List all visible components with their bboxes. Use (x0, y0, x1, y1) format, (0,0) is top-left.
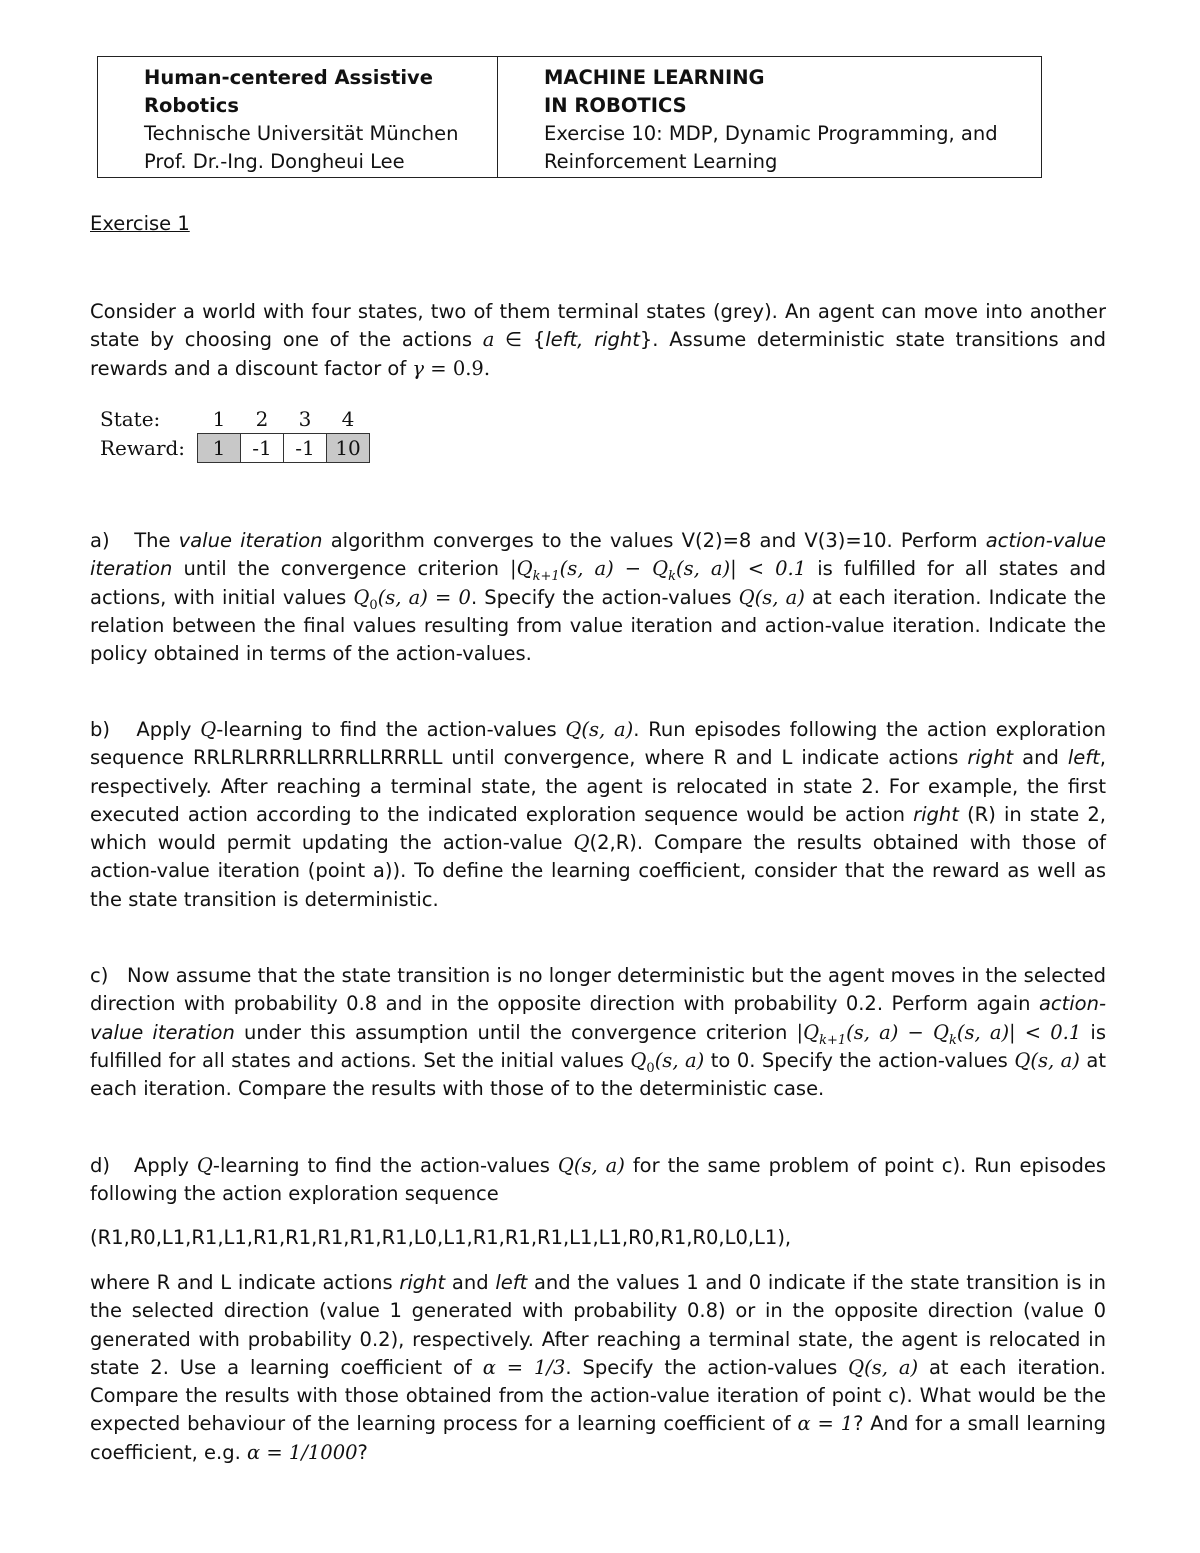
part-a-formula: (s, a)| < 0.1 (676, 557, 807, 581)
part-a-text: . Specify the action-values (470, 585, 739, 609)
intro-text-3: }. Assume deterministic state transitions and rewards and a discount factor of (90, 328, 1107, 380)
state-number: 1 (212, 407, 226, 431)
part-a-formula: Q(s, a) (738, 585, 805, 609)
part-c-text: under this assumption until the convergence criterion (234, 1020, 797, 1044)
part-b-text: (2,R). Compare the results obtained with those of action-value iteration (point a)). To define the learning coefficient, consider that the reward as well as the state transition is deterministic. (90, 831, 1106, 911)
part-c-formula: |Q (796, 1020, 820, 1044)
reward-row (100, 434, 370, 463)
part-d-text: and the values 1 and 0 indicate if the state transition is in the selected direction (value 1 generated with probability 0.8) or in the opposite direction (value 0 generated with probability 0.2), respectively. After reaching a terminal state, the agent is relocated in state 2. Use a learning coefficient of (90, 1271, 1106, 1379)
part-c-subscript: k+1 (819, 1032, 847, 1048)
part-b-formula: Q (573, 831, 590, 855)
part-a-formula: Q (353, 585, 370, 609)
part-a-formula: (s, a) = 0 (377, 585, 471, 609)
part-a-subscript: 0 (369, 597, 378, 613)
part-d-formula: α = 1/3 (482, 1355, 566, 1379)
part-c-formula: (s, a)| < 0.1 (956, 1020, 1082, 1044)
state-reward-table (100, 405, 370, 463)
part-b-text: , respectively. After reaching a terminal state, the agent is relocated in state 2. For example, the first executed action according to the indicated exploration sequence would be action (90, 746, 1106, 826)
part-c-subscript: 0 (646, 1060, 655, 1076)
reward-label: Reward: (100, 436, 186, 460)
part-b-emph: left (1067, 746, 1100, 770)
part-a-subscript: k (668, 569, 677, 585)
part-d-text: -learning to find the action-values (212, 1154, 558, 1177)
part-c-emph: action-value iteration (90, 992, 1106, 1044)
part-b-emph: right (967, 746, 1014, 770)
part-a-label: a) (90, 529, 110, 552)
intro-paragraph (90, 298, 1106, 383)
part-d-text: ? And for a small learning coefficient, e.g. (90, 1412, 1106, 1464)
part-c-text: Now assume that the state transition is no longer deterministic but the agent moves in the selected direction with probability 0.8 and in the opposite direction with probability 0.2. Perform again (90, 964, 1106, 1016)
part-d-label: d) (90, 1154, 110, 1177)
part-a-text: The (134, 529, 179, 552)
part-d-formula: Q(s, a) (557, 1154, 625, 1177)
part-b-text: and (1013, 746, 1068, 770)
part-d-text: and (445, 1271, 496, 1294)
exercise-sheet-title-line1: Exercise 10: MDP, Dynamic Programming, and (544, 122, 998, 145)
exploration-sequence: (R1,R0,L1,R1,L1,R1,R1,R1,R1,R1,L0,L1,R1,R1,R1,L1,L1,R0,R1,R0,L0,L1), (90, 1226, 792, 1249)
part-c-text: at each iteration. Compare the results with those of to the deterministic case. (90, 1048, 1106, 1101)
course-title-line1: MACHINE LEARNING (544, 66, 765, 89)
exercise-title: Exercise 1 (90, 212, 190, 235)
part-d-emph: right (399, 1271, 446, 1294)
part-d-text: at each iteration. Compare the results with those obtained from the action-value iteration of point c). What would be the expected behaviour of the learning process for a learning coefficient of (90, 1355, 1106, 1436)
part-c-text: to 0. Specify the action-values (704, 1048, 1015, 1072)
part-c-label: c) (90, 964, 109, 987)
part-a-text: algorithm converges to the values V(2)=8 and V(3)=10. Perform (322, 529, 986, 552)
part-d-text: Apply (133, 1154, 197, 1177)
part-a-subscript: k+1 (532, 569, 560, 585)
intro-actions-emph: left, right (545, 328, 640, 352)
university-name: Technische Universität München (144, 122, 459, 145)
part-d-emph: left (495, 1271, 528, 1294)
part-b-formula: Q (200, 718, 217, 741)
part-b-emph: right (913, 802, 959, 826)
header-course-cell (498, 57, 1041, 177)
reward-cell: -1 (284, 434, 327, 463)
part-a-emph: action-value iteration (90, 529, 1107, 581)
part-d-paragraph (90, 1152, 1106, 1209)
intro-math-action: a (482, 328, 495, 352)
part-d-formula: α = 1 (797, 1412, 854, 1436)
part-a-formula: |Q (510, 557, 533, 581)
part-b-formula: Q(s, a) (565, 718, 634, 741)
header-institution-cell (98, 57, 498, 177)
part-d-text: where R and L indicate actions (90, 1271, 400, 1294)
part-b-text: . Run episodes following the action exploration sequence RRLRLRRRLLRRRLLRRRLL until convergence, where R and L indicate actions (90, 718, 1106, 770)
part-c-formula: Q (630, 1048, 647, 1072)
part-a-emph: value iteration (178, 529, 323, 552)
part-d-formula: Q(s, a) (848, 1355, 919, 1379)
intro-text-4: = 0.9. (424, 356, 491, 380)
chair-name-line2: Robotics (144, 94, 239, 117)
part-d-text: ? (357, 1440, 368, 1464)
part-d-formula: Q (196, 1154, 213, 1177)
part-c-text: is fulfilled for all states and actions. Set the initial values (90, 1020, 1107, 1072)
state-label: State: (100, 407, 161, 432)
intro-text-2: ∈ { (494, 328, 546, 352)
intro-math-gamma: γ (412, 356, 425, 380)
reward-cell-terminal: 1 (198, 434, 241, 463)
part-a-text: until the convergence criterion (172, 557, 511, 581)
professor-name: Prof. Dr.-Ing. Dongheui Lee (144, 150, 405, 173)
part-c-formula: Q(s, a) (1014, 1048, 1080, 1072)
state-row (100, 405, 370, 434)
part-a-formula: (s, a) − Q (559, 557, 669, 581)
part-a-text: at each iteration. Indicate the relation between the final values resulting from value iteration and action-value iteration. Indicate the policy obtained in terms of the action-values. (90, 585, 1107, 666)
intro-text-1: Consider a world with four states, two of them terminal states (grey). An agent can move into another state by choosing one of the actions (90, 300, 1106, 352)
state-number: 3 (298, 407, 312, 431)
part-d-text: . Specify the action-values (565, 1355, 849, 1379)
state-number: 2 (255, 407, 269, 431)
chair-name-line1: Human-centered Assistive (144, 66, 433, 89)
state-number: 4 (341, 407, 355, 431)
part-b-label: b) (90, 718, 110, 741)
part-d-continuation (90, 1269, 1106, 1467)
part-b-text: Apply (136, 718, 201, 741)
reward-cell: -1 (241, 434, 284, 463)
course-title-line2: IN ROBOTICS (544, 94, 687, 117)
part-b-paragraph (90, 716, 1106, 914)
part-c-formula: (s, a) − Q (846, 1020, 949, 1044)
header-table (97, 56, 1042, 178)
part-a-text: is fulfilled for all states and actions, with initial values (90, 557, 1107, 609)
reward-cell-terminal: 10 (327, 434, 370, 463)
part-b-text: (R) in state 2, which would permit updating the action-value (90, 802, 1106, 855)
part-d-formula: α = 1/1000 (247, 1440, 358, 1464)
part-c-subscript: k (948, 1032, 957, 1048)
part-b-text: -learning to find the action-values (216, 718, 566, 741)
part-a-paragraph (90, 527, 1106, 668)
part-d-text: for the same problem of point c). Run episodes following the action exploration sequence (90, 1154, 1106, 1206)
exercise-sheet-title-line2: Reinforcement Learning (544, 150, 778, 173)
part-c-formula: (s, a) (654, 1048, 705, 1072)
part-c-paragraph (90, 962, 1106, 1103)
